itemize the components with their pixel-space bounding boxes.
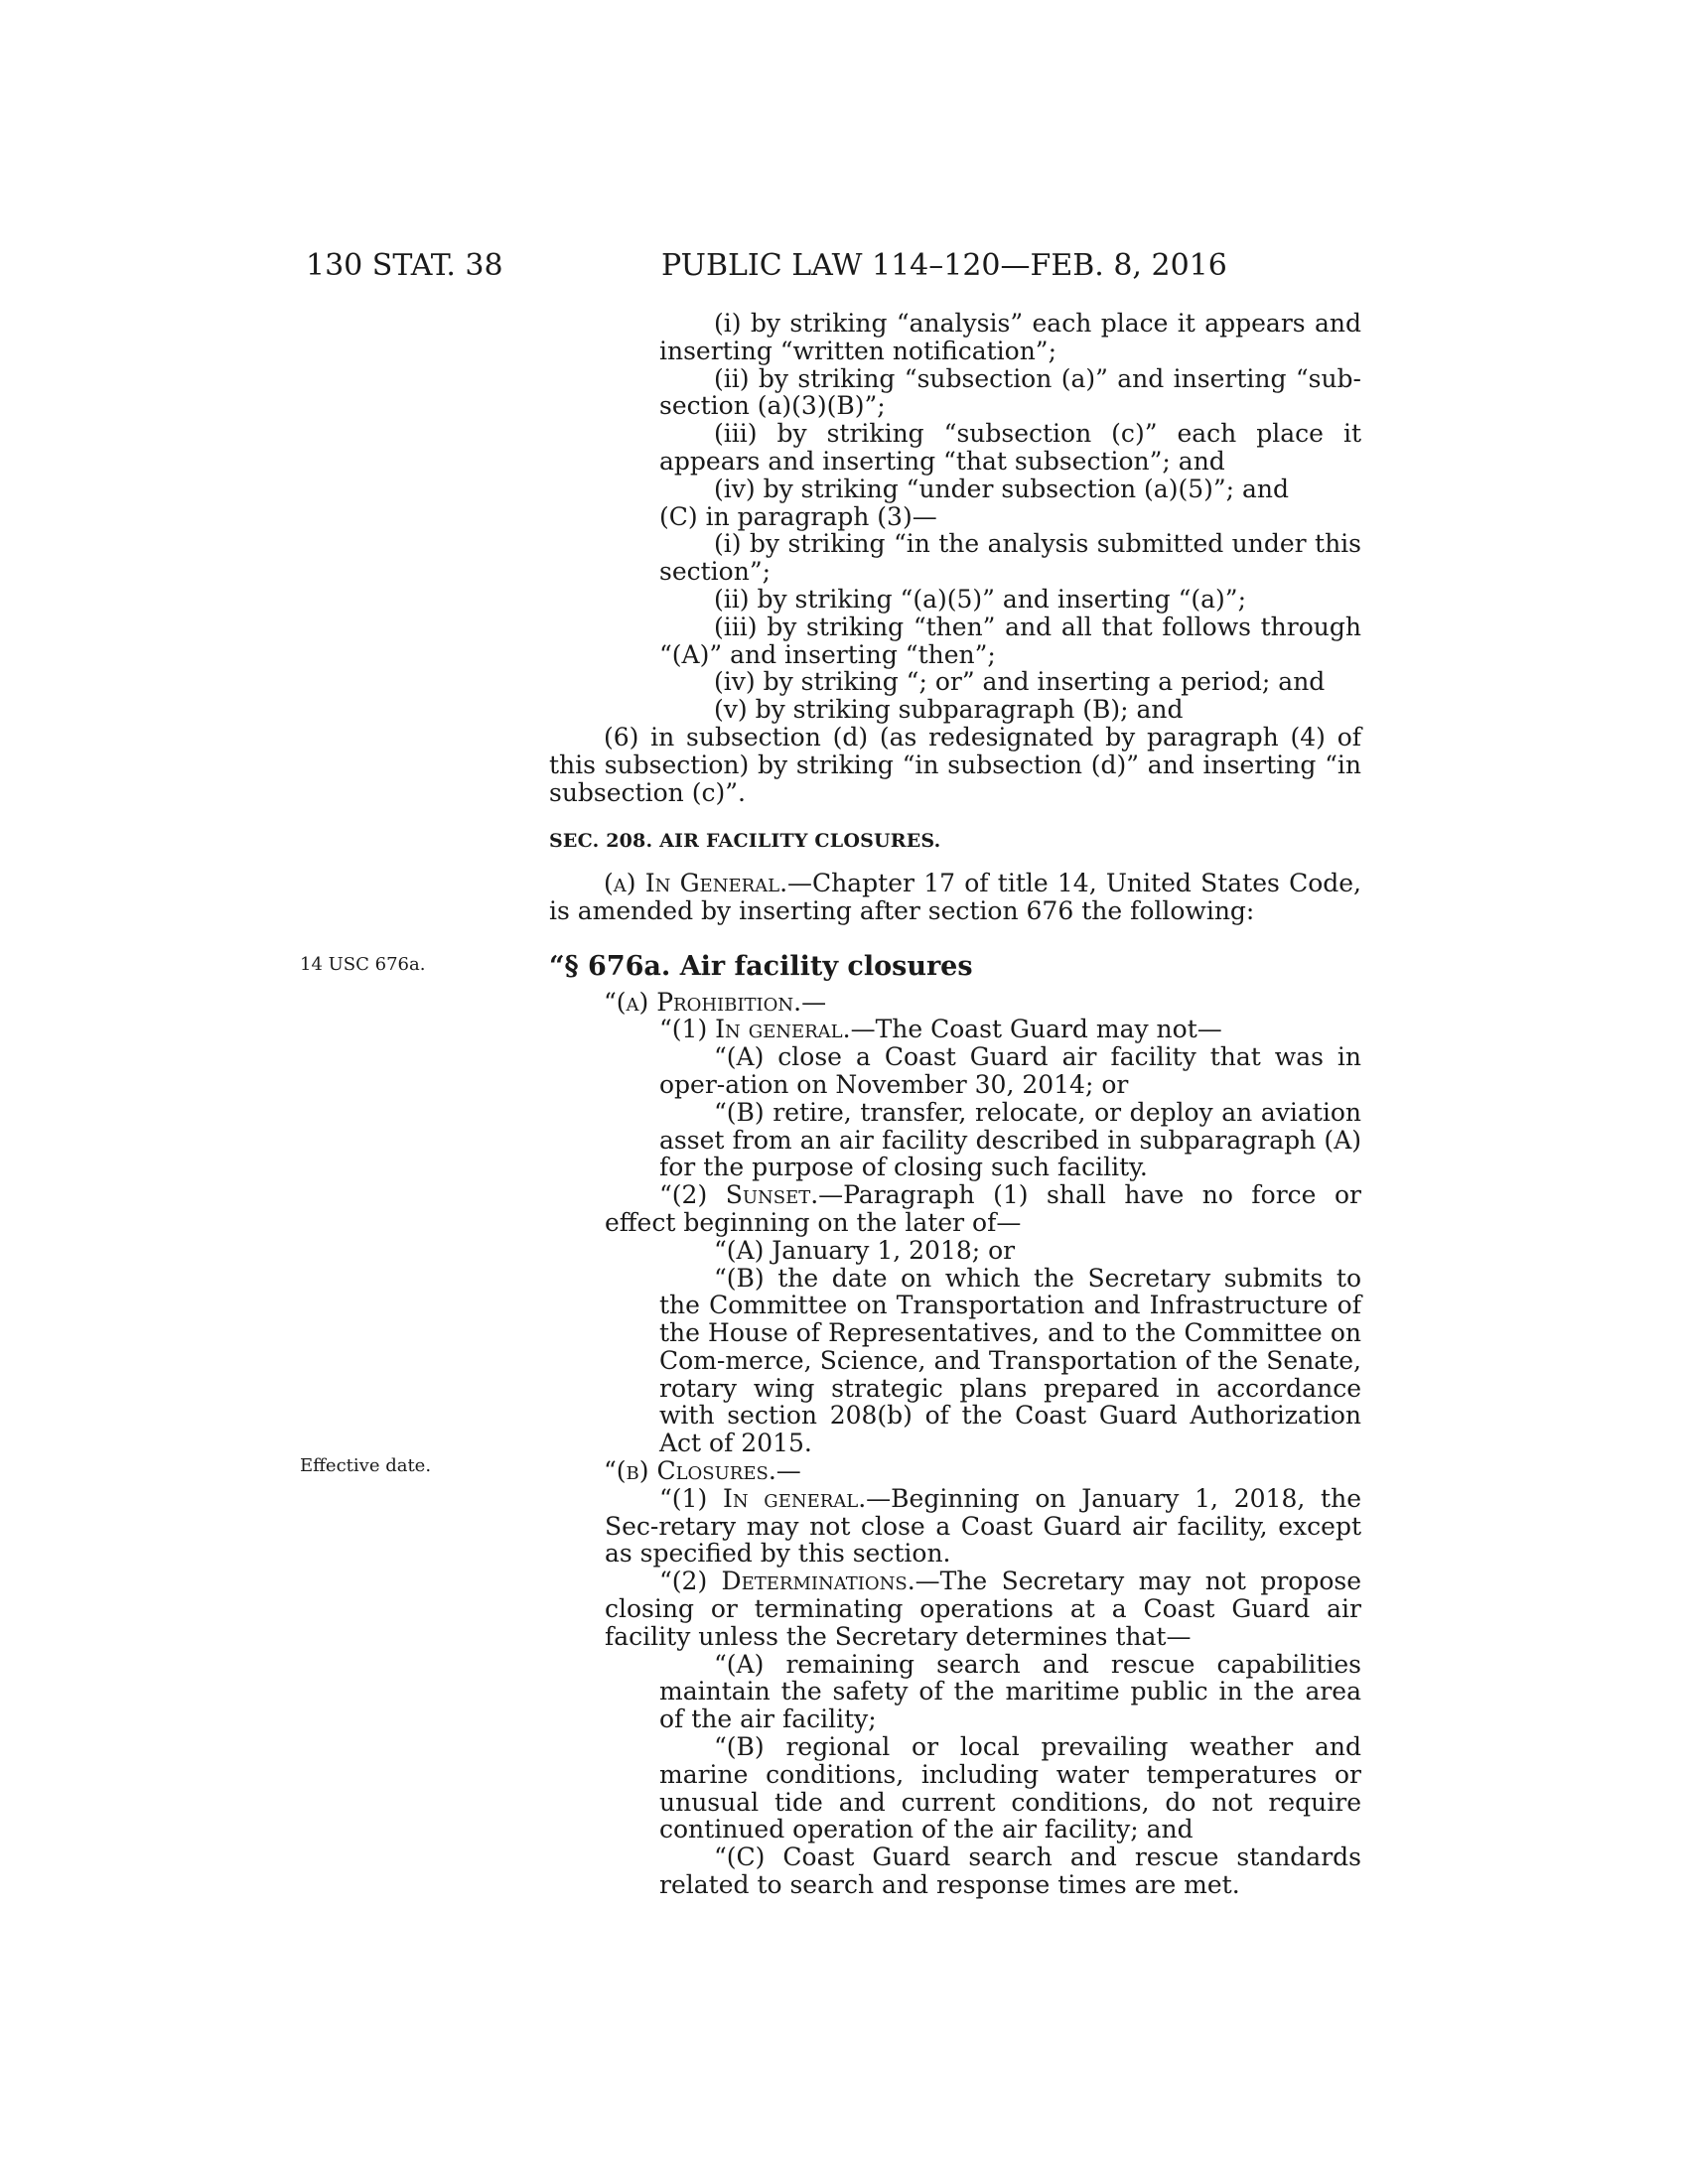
margin-note-usc: 14 USC 676a. [300, 954, 426, 975]
determination-c: “(C) Coast Guard search and rescue standards related to search and response times are met. [659, 1843, 1361, 1900]
prohibition-label: “(a) Prohibition. [604, 987, 802, 1017]
margin-note-effective-date: Effective date. [300, 1455, 432, 1476]
paragraph-2-label: “(2) Sunset. [659, 1180, 819, 1210]
closures-paragraph-1 [549, 1485, 1361, 1568]
paragraph-6: (6) in subsection (d) (as redesignated by paragraph (4) of this subsection) by striking “in subsection (d)” and inserting “in subsection (c)”. [549, 722, 1361, 807]
subsection-a-label: (a) In General. [604, 869, 788, 898]
clause-b-iii: (iii) by striking “subsection (c)” each place it appears and inserting “that subsection”; and [659, 419, 1361, 476]
document-body [549, 310, 1361, 1899]
paragraph-1-label: “(1) In general. [659, 1015, 851, 1044]
closures-heading [549, 1457, 1361, 1485]
closures-paragraph-2-text: —The Secretary may not propose closing or terminating operations at a Coast Guard air facility unless the Secretary determines that— [605, 1567, 1362, 1651]
prohibition-dash: — [801, 987, 827, 1017]
clause-b-ii: (ii) by striking “subsection (a)” and inserting “sub-section (a)(3)(B)”; [659, 363, 1361, 421]
clause-b-i: (i) by striking “analysis” each place it appears and inserting “written notification”; [659, 309, 1361, 365]
clause-b-iv: (iv) by striking “under subsection (a)(5)”; and [714, 474, 1290, 503]
subsection-a-text: —Chapter 17 of title 14, United States Code, is amended by inserting after section 676 the following: [549, 869, 1361, 925]
subparagraph-1-a: “(A) close a Coast Guard air facility that was in oper-ation on November 30, 2014; or [659, 1042, 1361, 1099]
subparagraph-1-b: “(B) retire, transfer, relocate, or deploy an aviation asset from an air facility described in subparagraph (A) for the purpose of closing such facility. [659, 1097, 1361, 1182]
section-676a-title: “§ 676a. Air facility closures [549, 950, 973, 982]
clause-c-iii: (iii) by striking “then” and all that follows through “(A)” and inserting “then”; [659, 612, 1361, 669]
clause-c-i: (i) by striking “in the analysis submitted under this section”; [659, 529, 1361, 587]
subsection-a-in-general [549, 870, 1361, 925]
prohibition-heading [549, 989, 1361, 1017]
clause-c-ii: (ii) by striking “(a)(5)” and inserting “(a)”; [714, 584, 1246, 614]
determination-b: “(B) regional or local prevailing weather and marine conditions, including water temperatures or unusual tide and current conditions, do not require continued operation of the air facility; and [659, 1732, 1361, 1844]
closures-dash: — [775, 1456, 801, 1486]
page-stat-citation: 130 STAT. 38 [306, 248, 503, 283]
subparagraph-c-heading: (C) in paragraph (3)— [659, 501, 937, 531]
closures-paragraph-1-text: —Beginning on January 1, 2018, the Sec-retary may not close a Coast Guard air facility, except as specified by this section. [605, 1483, 1361, 1569]
subparagraph-2-a: “(A) January 1, 2018; or [714, 1235, 1016, 1265]
closures-label: “(b) Closures. [604, 1456, 776, 1486]
running-header: PUBLIC LAW 114–120—FEB. 8, 2016 [661, 248, 1227, 283]
clause-c-iv: (iv) by striking “; or” and inserting a period; and [714, 667, 1326, 697]
determination-a: “(A) remaining search and rescue capabilities maintain the safety of the maritime public in the area of the air facility; [659, 1649, 1361, 1734]
clause-c-v: (v) by striking subparagraph (B); and [714, 695, 1184, 725]
paragraph-2-sunset [549, 1181, 1361, 1237]
closures-paragraph-2-label: “(2) Determinations. [659, 1567, 915, 1596]
subparagraph-2-b: “(B) the date on which the Secretary submits to the Committee on Transportation and Infrastructure of the House of Representatives, and to the Committee on Com-merce, Science, and Transportation of the Senate, rotary wing strategic plans prepared in accordance with section 208(b) of the Coast Guard Authorization Act of 2015. [659, 1263, 1361, 1458]
paragraph-1-in-general [549, 1016, 1361, 1043]
section-heading: SEC. 208. AIR FACILITY CLOSURES. [549, 830, 941, 853]
paragraph-2-text: —Paragraph (1) shall have no force or effect beginning on the later of— [605, 1180, 1361, 1237]
closures-paragraph-2 [549, 1568, 1361, 1650]
paragraph-1-text: —The Coast Guard may not— [850, 1015, 1222, 1044]
closures-paragraph-1-label: “(1) In general. [659, 1483, 867, 1513]
